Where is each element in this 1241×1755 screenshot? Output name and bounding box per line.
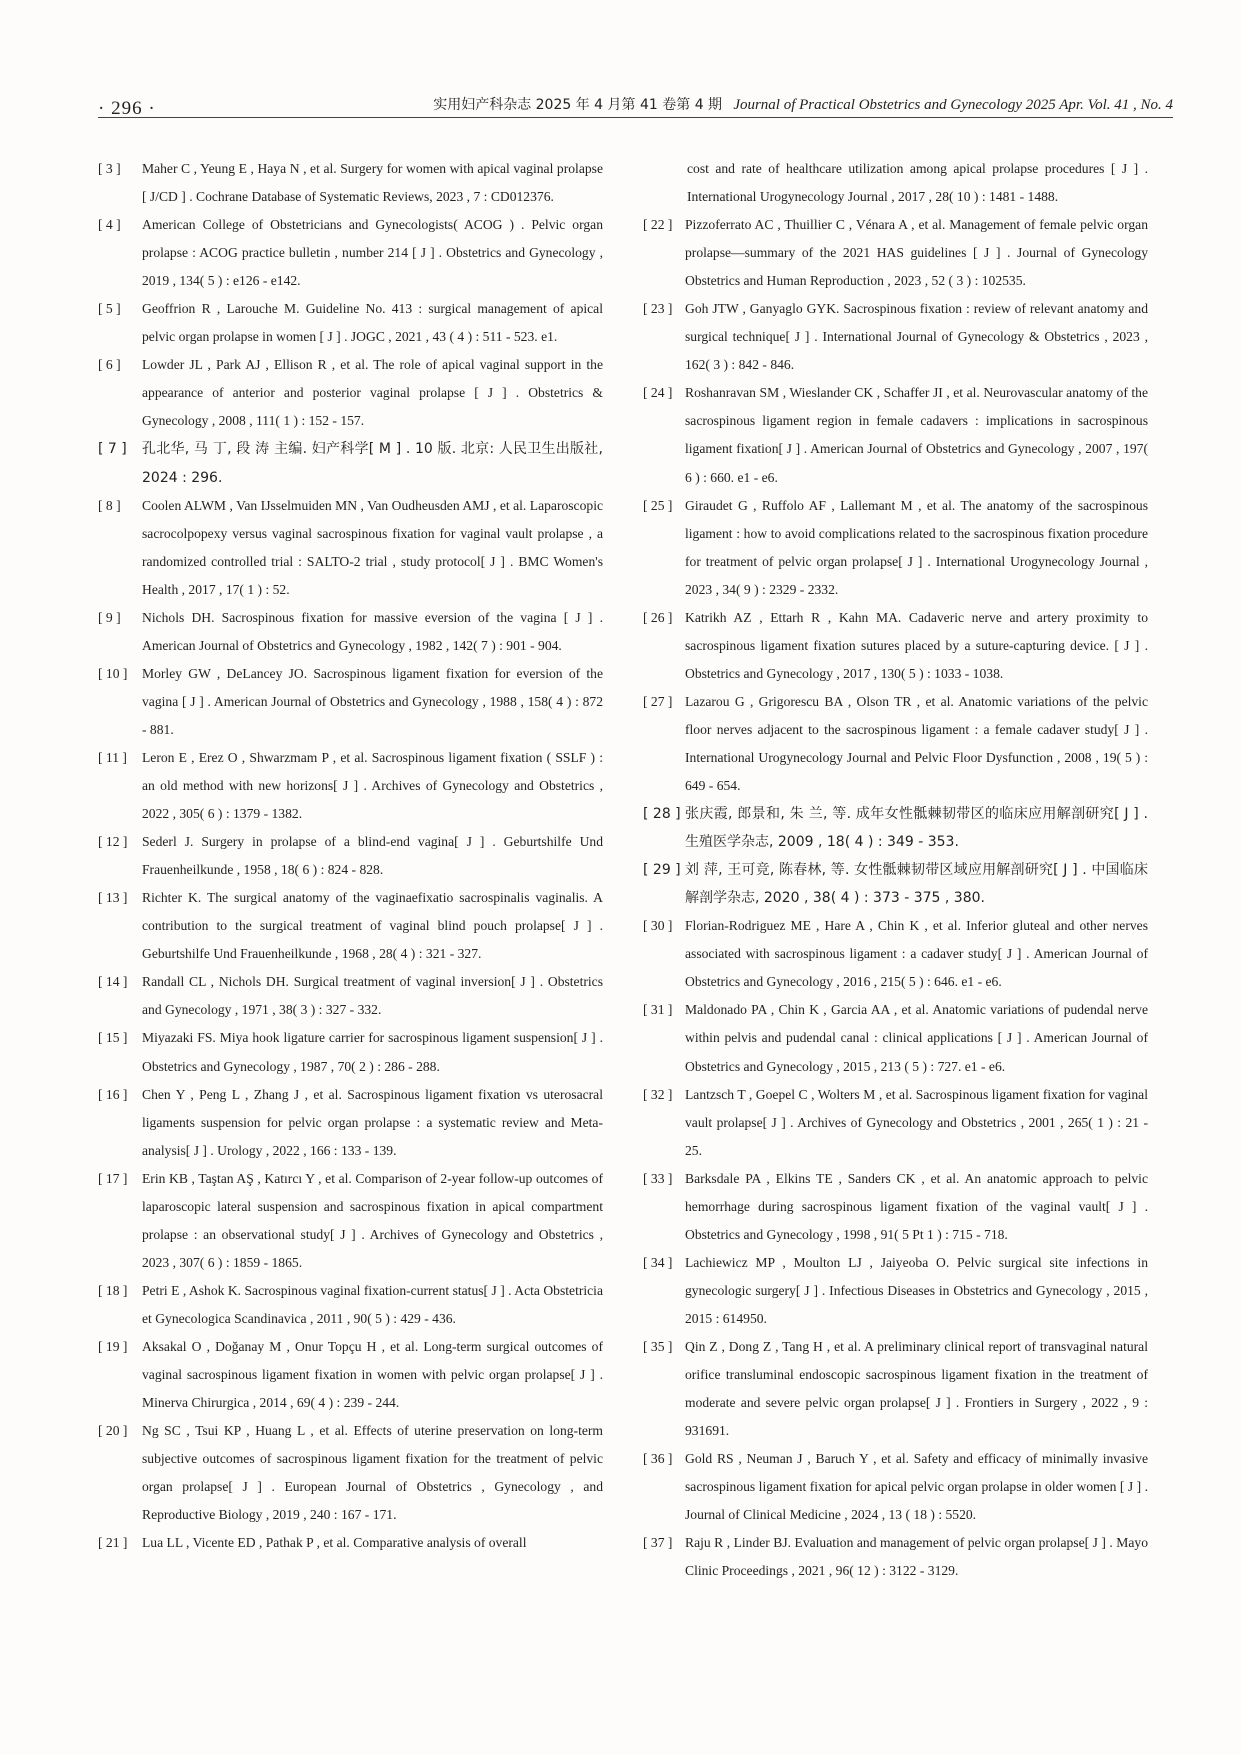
reference-text: Randall CL , Nichols DH. Surgical treatment of vaginal inversion[ J ] . Obstetrics and Gynecology , 1971 , 38( 3 ) : 327 - 332. bbox=[142, 974, 603, 1018]
reference-number: [ 19 ] bbox=[98, 1338, 128, 1354]
reference-number: [ 13 ] bbox=[98, 890, 128, 906]
reference-number: [ 3 ] bbox=[98, 161, 121, 176]
reference-item bbox=[98, 211, 603, 295]
page-number: · 296 · bbox=[98, 98, 156, 119]
reference-item bbox=[643, 800, 1148, 856]
page-header bbox=[98, 88, 1173, 128]
reference-item bbox=[643, 211, 1148, 295]
reference-item bbox=[98, 828, 603, 884]
reference-text: Petri E , Ashok K. Sacrospinous vaginal fixation-current status[ J ] . Acta Obstetricia et Gynecologica Scandinavica , 2011 , 90( 5 ) : 429 - 436. bbox=[142, 1282, 603, 1326]
reference-item bbox=[98, 1024, 603, 1080]
reference-item bbox=[98, 435, 603, 491]
reference-text: Coolen ALWM , Van IJsselmuiden MN , Van Oudheusden AMJ , et al. Laparoscopic sacrocolpopexy versus vaginal sacrospinous fixation for vaginal vault prolapse , a randomized controlled trial : SALTO-2 trial , study protocol[ J ] . BMC Women's Health , 2017 , 17( 1 ) : 52. bbox=[142, 497, 603, 597]
reference-item bbox=[98, 1333, 603, 1417]
reference-text: Maher C , Yeung E , Haya N , et al. Surgery for women with apical vaginal prolapse [ J/CD ] . Cochrane Database of Systematic Reviews, 2023 , 7 : CD012376. bbox=[142, 161, 603, 205]
reference-text: Nichols DH. Sacrospinous fixation for massive eversion of the vagina [ J ] . American Journal of Obstetrics and Gynecology , 1982 , 142( 7 ) : 901 - 904. bbox=[142, 609, 603, 653]
reference-number: [ 22 ] bbox=[643, 217, 673, 233]
reference-number: [ 7 ] bbox=[98, 441, 127, 458]
reference-number: [ 4 ] bbox=[98, 217, 121, 233]
reference-text: Geoffrion R , Larouche M. Guideline No. 413 : surgical management of apical pelvic organ prolapse in women [ J ] . JOGC , 2021 , 43 ( 4 ) : 511 - 523. e1. bbox=[142, 301, 603, 345]
reference-text: Barksdale PA , Elkins TE , Sanders CK , et al. An anatomic approach to pelvic hemorrhage during sacrospinous ligament fixation of the vaginal vault[ J ] . Obstetrics and Gynecology , 1998 , 91( 5 Pt 1 ) : 715 - 718. bbox=[685, 1170, 1148, 1242]
reference-number: [ 37 ] bbox=[643, 1535, 673, 1551]
reference-number: [ 12 ] bbox=[98, 834, 128, 850]
reference-item bbox=[98, 492, 603, 604]
reference-item bbox=[98, 1081, 603, 1165]
reference-number: [ 17 ] bbox=[98, 1170, 128, 1186]
reference-column-right bbox=[643, 155, 1148, 1585]
reference-number: [ 15 ] bbox=[98, 1030, 128, 1046]
reference-item bbox=[98, 1417, 603, 1529]
reference-text: Miyazaki FS. Miya hook ligature carrier for sacrospinous ligament suspension[ J ] . Obstetrics and Gynecology , 1987 , 70( 2 ) : 286 - 288. bbox=[142, 1030, 603, 1074]
reference-item bbox=[98, 968, 603, 1024]
reference-number: [ 18 ] bbox=[98, 1282, 128, 1298]
reference-number: [ 16 ] bbox=[98, 1086, 128, 1102]
reference-text: Katrikh AZ , Ettarh R , Kahn MA. Cadaveric nerve and artery proximity to sacrospinous ligament fixation sutures placed by a suture-capturing device. [ J ] . Obstetrics and Gynecology , 2017 , 130( 5 ) : 1033 - 1038. bbox=[685, 609, 1148, 681]
reference-item bbox=[98, 1165, 603, 1277]
reference-text: Aksakal O , Doğanay M , Onur Topçu H , et al. Long-term surgical outcomes of vaginal sacrospinous ligament fixation in women with pelvic organ prolapse[ J ] . Minerva Chirurgica , 2014 , 69( 4 ) : 239 - 244. bbox=[142, 1338, 603, 1411]
reference-number: [ 6 ] bbox=[98, 357, 121, 373]
reference-text: Ng SC , Tsui KP , Huang L , et al. Effects of uterine preservation on long-term subjective outcomes of sacrospinous ligament fixation for the treatment of pelvic organ prolapse[ J ] . European Journal of Obstetrics , Gynecology , and Reproductive Biology , 2019 , 240 : 167 - 171. bbox=[142, 1423, 603, 1523]
reference-text: American College of Obstetricians and Gynecologists( ACOG ) . Pelvic organ prolapse : ACOG practice bulletin , number 214 [ J ] . Obstetrics and Gynecology , 2019 , 134( 5 ) : e126 - e142. bbox=[142, 217, 603, 289]
reference-number: [ 11 ] bbox=[98, 749, 127, 765]
reference-text: Richter K. The surgical anatomy of the vaginaefixatio sacrospinalis vaginalis. A contribution to the surgical treatment of vaginal blind pouch prolapse[ J ] . Geburtshilfe Und Frauenheilkunde , 1968 , 28( 4 ) : 321 - 327. bbox=[142, 890, 603, 962]
reference-text: Lazarou G , Grigorescu BA , Olson TR , et al. Anatomic variations of the pelvic floor nerves adjacent to the sacrospinous ligament : a female cadaver study[ J ] . International Urogynecology Journal and Pelvic Floor Dysfunction , 2008 , 19( 5 ) : 649 - 654. bbox=[685, 693, 1148, 794]
reference-number: [ 29 ] bbox=[643, 862, 681, 879]
reference-number: [ 23 ] bbox=[643, 301, 673, 317]
reference-item bbox=[643, 996, 1148, 1080]
reference-item bbox=[643, 492, 1148, 604]
journal-title-en: Journal of Practical Obstetrics and Gynecology 2025 Apr. Vol. 41 , No. 4 bbox=[733, 97, 1173, 113]
reference-item bbox=[643, 688, 1148, 800]
running-head bbox=[433, 94, 1173, 114]
reference-text: Chen Y , Peng L , Zhang J , et al. Sacrospinous ligament fixation vs uterosacral ligaments suspension for pelvic organ prolapse : a systematic review and Meta-analysis[ J ] . Urology , 2022 , 166 : 133 - 139. bbox=[142, 1086, 603, 1158]
reference-text: Lua LL , Vicente ED , Pathak P , et al. Comparative analysis of overall bbox=[142, 1535, 527, 1551]
reference-item bbox=[98, 295, 603, 351]
reference-text: Leron E , Erez O , Shwarzmam P , et al. Sacrospinous ligament fixation ( SSLF ) : an old method with new horizons[ J ] . Archives of Gynecology and Obstetrics , 2022 , 305( 6 ) : 1379 - 1382. bbox=[142, 749, 603, 822]
reference-number: [ 28 ] bbox=[643, 806, 681, 823]
reference-number: [ 35 ] bbox=[643, 1338, 673, 1354]
reference-item bbox=[98, 604, 603, 660]
reference-text: Roshanravan SM , Wieslander CK , Schaffer JI , et al. Neurovascular anatomy of the sacrospinous ligament region in female cadavers : implications in sacrospinous ligament fixation[ J ] . American Journal of Obstetrics and Gynecology , 2007 , 197( 6 ) : 660. e1 - e6. bbox=[685, 385, 1148, 485]
reference-number: [ 31 ] bbox=[643, 1002, 673, 1018]
reference-number: [ 10 ] bbox=[98, 665, 128, 681]
reference-text: Maldonado PA , Chin K , Garcia AA , et al. Anatomic variations of pudendal nerve within pelvis and pudendal canal : clinical applications [ J ] . American Journal of Obstetrics and Gynecology , 2015 , 213 ( 5 ) : 727. e1 - e6. bbox=[685, 1002, 1148, 1074]
reference-item bbox=[643, 1249, 1148, 1333]
reference-item bbox=[643, 1529, 1148, 1585]
reference-number: [ 34 ] bbox=[643, 1254, 673, 1270]
reference-number: [ 21 ] bbox=[98, 1535, 128, 1551]
reference-item bbox=[643, 912, 1148, 996]
reference-text: Lachiewicz MP , Moulton LJ , Jaiyeoba O. Pelvic surgical site infections in gynecologic surgery[ J ] . Infectious Diseases in Obstetrics and Gynecology , 2015 , 2015 : 614950. bbox=[685, 1254, 1148, 1326]
reference-item bbox=[98, 1529, 603, 1557]
reference-item bbox=[643, 1165, 1148, 1249]
reference-text: Florian-Rodriguez ME , Hare A , Chin K , et al. Inferior gluteal and other nerves associated with sacrospinous ligament : a cadaver study[ J ] . American Journal of Obstetrics and Gynecology , 2016 , 215( 5 ) : 646. e1 - e6. bbox=[685, 918, 1148, 990]
reference-item bbox=[98, 660, 603, 744]
reference-item bbox=[643, 604, 1148, 688]
reference-number: [ 14 ] bbox=[98, 974, 128, 990]
reference-text: Pizzoferrato AC , Thuillier C , Vénara A , et al. Management of female pelvic organ prolapse—summary of the 2021 HAS guidelines [ J ] . Journal of Gynecology Obstetrics and Human Reproduction , 2023 , 52 ( 3 ) : 102535. bbox=[685, 217, 1148, 289]
reference-item bbox=[643, 295, 1148, 379]
reference-number: [ 25 ] bbox=[643, 497, 673, 513]
reference-text: Lantzsch T , Goepel C , Wolters M , et al. Sacrospinous ligament fixation for vaginal vault prolapse[ J ] . Archives of Gynecology and Obstetrics , 2001 , 265( 1 ) : 21 - 25. bbox=[685, 1086, 1148, 1158]
reference-number: [ 9 ] bbox=[98, 609, 121, 625]
reference-number: [ 30 ] bbox=[643, 918, 673, 934]
reference-text: Morley GW , DeLancey JO. Sacrospinous ligament fixation for eversion of the vagina [ J ] . American Journal of Obstetrics and Gynecology , 1988 , 158( 4 ) : 872 - 881. bbox=[142, 665, 603, 737]
reference-text: 张庆霞, 郎景和, 朱 兰, 等. 成年女性骶棘韧带区的临床应用解剖研究[ J ] . 生殖医学杂志, 2009 , 18( 4 ) : 349 - 353. bbox=[685, 806, 1148, 851]
reference-item bbox=[643, 1445, 1148, 1529]
reference-text: 孔北华, 马 丁, 段 涛 主编. 妇产科学[ M ] . 10 版. 北京: 人民卫生出版社, 2024 : 296. bbox=[142, 441, 603, 486]
reference-item bbox=[98, 884, 603, 968]
reference-item bbox=[98, 1277, 603, 1333]
reference-text: Gold RS , Neuman J , Baruch Y , et al. Safety and efficacy of minimally invasive sacrospinous ligament fixation for apical pelvic organ prolapse in older women [ J ] . Journal of Clinical Medicine , 2024 , 13 ( 18 ) : 5520. bbox=[685, 1451, 1148, 1523]
reference-column-left bbox=[98, 155, 603, 1557]
journal-title-cn: 实用妇产科杂志 2025 年 4 月第 41 卷第 4 期 bbox=[433, 97, 723, 113]
header-rule bbox=[98, 117, 1173, 118]
reference-number: [ 26 ] bbox=[643, 609, 673, 625]
reference-number: [ 33 ] bbox=[643, 1170, 673, 1186]
reference-text: Erin KB , Taştan AŞ , Katırcı Y , et al. Comparison of 2-year follow-up outcomes of laparoscopic lateral suspension and sacrospinous fixation in apical compartment prolapse : an observational study[ J ] . Archives of Gynecology and Obstetrics , 2023 , 307( 6 ) : 1859 - 1865. bbox=[142, 1170, 603, 1270]
reference-number: [ 20 ] bbox=[98, 1423, 128, 1439]
reference-number: [ 32 ] bbox=[643, 1086, 673, 1102]
reference-item bbox=[98, 155, 603, 211]
reference-item bbox=[643, 856, 1148, 912]
reference-number: [ 36 ] bbox=[643, 1451, 673, 1467]
reference-item bbox=[98, 744, 603, 828]
reference-item bbox=[643, 1081, 1148, 1165]
reference-text: Lowder JL , Park AJ , Ellison R , et al. The role of apical vaginal support in the appearance of anterior and posterior vaginal prolapse [ J ] . Obstetrics & Gynecology , 2008 , 111( 1 ) : 152 - 157. bbox=[142, 357, 603, 429]
reference-text: Giraudet G , Ruffolo AF , Lallemant M , et al. The anatomy of the sacrospinous ligament : how to avoid complications related to the sacrospinous fixation procedure for treatment of pelvic organ prolapse[ J ] . International Urogynecology Journal , 2023 , 34( 9 ) : 2329 - 2332. bbox=[685, 497, 1148, 597]
reference-item bbox=[643, 155, 1148, 211]
reference-number: [ 5 ] bbox=[98, 301, 121, 317]
reference-item bbox=[643, 379, 1148, 491]
reference-number: [ 8 ] bbox=[98, 497, 121, 513]
reference-text: 刘 萍, 王可竞, 陈春林, 等. 女性骶棘韧带区域应用解剖研究[ J ] . 中国临床解剖学杂志, 2020 , 38( 4 ) : 373 - 375 , 380. bbox=[685, 862, 1148, 907]
reference-text: cost and rate of healthcare utilization among apical prolapse procedures [ J ] . International Urogynecology Journal , 2017 , 28( 10 ) : 1481 - 1488. bbox=[687, 161, 1148, 205]
reference-item bbox=[98, 351, 603, 435]
reference-text: Raju R , Linder BJ. Evaluation and management of pelvic organ prolapse[ J ] . Mayo Clinic Proceedings , 2021 , 96( 12 ) : 3122 - 3129. bbox=[685, 1535, 1148, 1579]
reference-number: [ 24 ] bbox=[643, 385, 673, 401]
reference-item bbox=[643, 1333, 1148, 1445]
reference-text: Sederl J. Surgery in prolapse of a blind-end vagina[ J ] . Geburtshilfe Und Frauenheilkunde , 1958 , 18( 6 ) : 824 - 828. bbox=[142, 834, 603, 878]
reference-number: [ 27 ] bbox=[643, 693, 673, 709]
reference-text: Goh JTW , Ganyaglo GYK. Sacrospinous fixation : review of relevant anatomy and surgical technique[ J ] . International Journal of Gynecology & Obstetrics , 2023 , 162( 3 ) : 842 - 846. bbox=[685, 301, 1148, 373]
reference-text: Qin Z , Dong Z , Tang H , et al. A preliminary clinical report of transvaginal natural orifice transluminal endoscopic sacrospinous ligament fixation in the treatment of moderate and severe pelvic organ prolapse[ J ] . Frontiers in Surgery , 2022 , 9 : 931691. bbox=[685, 1338, 1148, 1439]
